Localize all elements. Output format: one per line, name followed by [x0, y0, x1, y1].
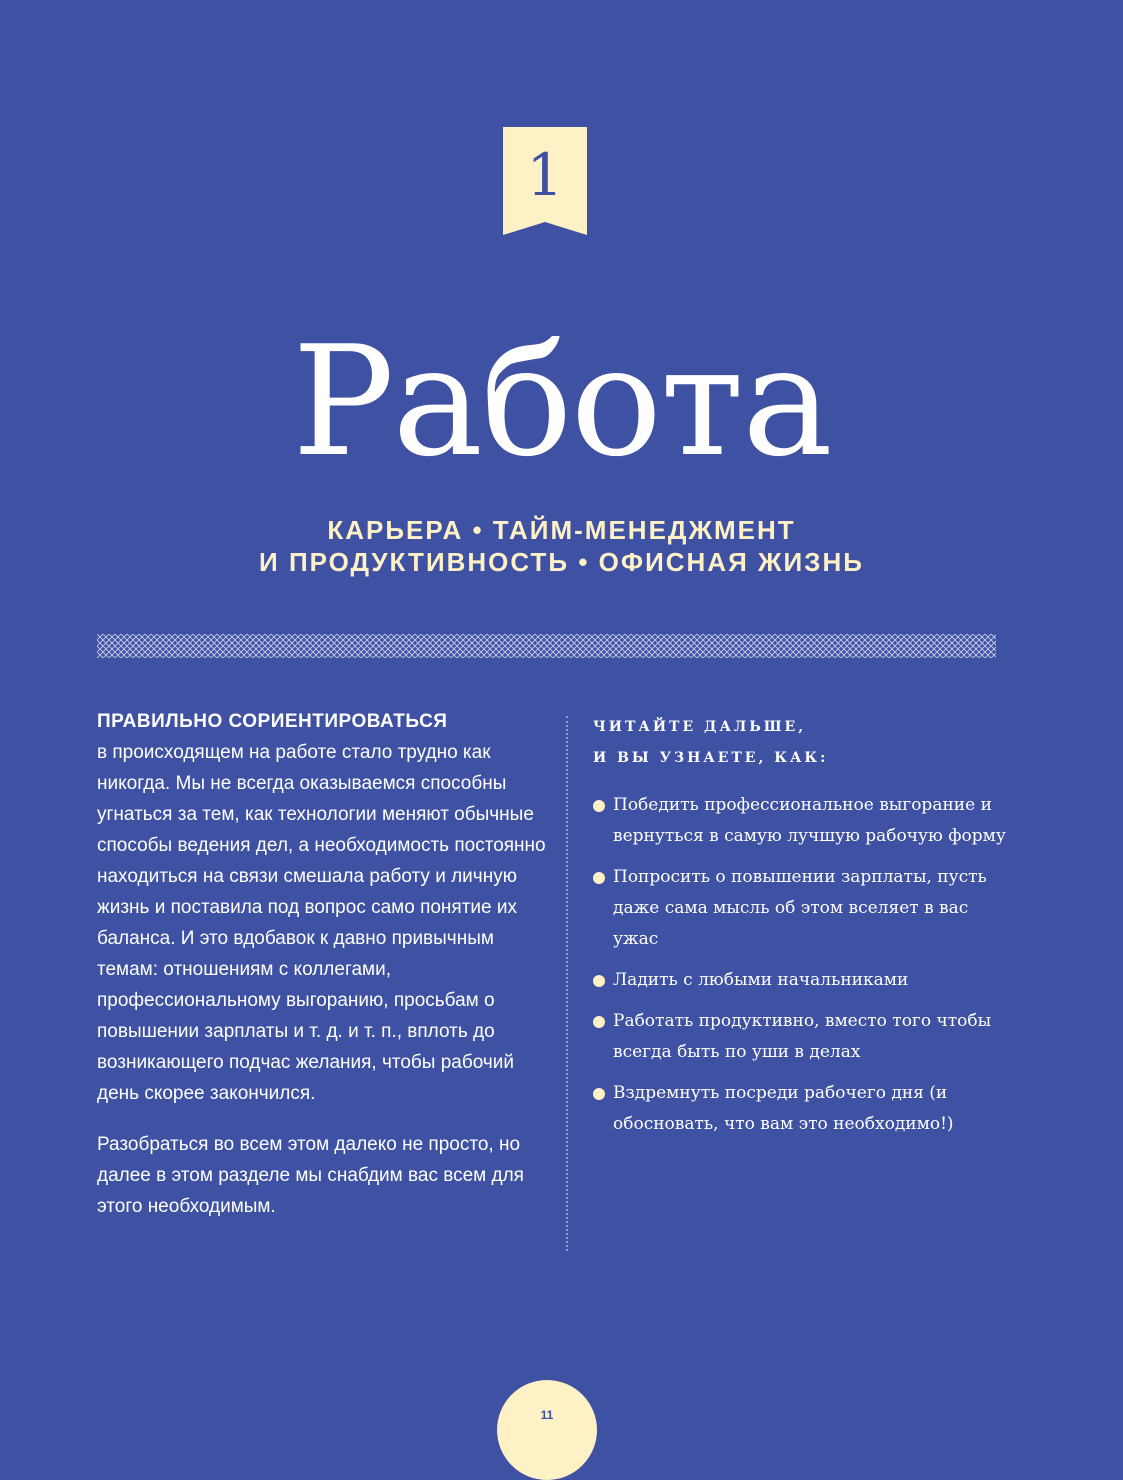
list-item	[593, 1006, 1013, 1068]
bullet-icon	[593, 1016, 605, 1028]
list-item-text: Попросить о повышении зарплаты, пусть даже сама мысль об этом вселяет в вас ужас	[613, 867, 987, 949]
bullet-icon	[593, 872, 605, 884]
page-number-circle	[497, 1380, 597, 1480]
intro-body: в происходящем на работе стало трудно как никогда. Мы не всегда оказываемся способны угнаться за тем, как технологии меняют обычные способы ведения дел, а необходимость постоянно находиться на связи смешала работу и личную жизнь и поставила под вопрос само понятие их баланса. И это вдобавок к давно привычным темам: отношениям с коллегами, профессиональному выгоранию, просьбам о повышении зарплаты и т. д. и т. п., вплоть до возникающего подчас желания, чтобы рабочий день скорее закончился.	[97, 742, 546, 1104]
intro-paragraph-2: Разобраться во всем этом далеко не просто, но далее в этом разделе мы снабдим вас всем для этого необходимым.	[97, 1134, 524, 1217]
intro-paragraph-1	[97, 706, 547, 1109]
list-item	[593, 1078, 1013, 1140]
read-more-heading	[593, 712, 1013, 774]
list-item-text: Победить профессиональное выгорание и вернуться в самую лучшую рабочую форму	[613, 795, 1006, 846]
crosshatch-divider	[97, 634, 996, 658]
bullet-icon	[593, 800, 605, 812]
chapter-ribbon	[503, 127, 587, 235]
chapter-number: 1	[526, 141, 564, 209]
read-more-box	[593, 712, 1013, 1150]
list-item	[593, 790, 1013, 852]
list-item-text: Вздремнуть посреди рабочего дня (и обосновать, что вам это необходимо!)	[613, 1083, 954, 1134]
list-item	[593, 862, 1013, 955]
section-topics	[0, 514, 1123, 578]
page-number: 11	[540, 1408, 554, 1422]
list-item-text: Работать продуктивно, вместо того чтобы всегда быть по уши в делах	[613, 1011, 992, 1062]
bullet-icon	[593, 1088, 605, 1100]
dotted-column-divider	[566, 716, 568, 1251]
intro-text	[97, 706, 547, 1222]
read-more-heading-line-1: ЧИТАЙТЕ ДАЛЬШЕ,	[593, 719, 807, 735]
read-more-list	[593, 790, 1013, 1140]
page-title: Работа	[292, 313, 831, 490]
read-more-heading-line-2: И ВЫ УЗНАЕТЕ, КАК:	[593, 750, 829, 766]
list-item-text: Ладить с любыми начальниками	[613, 970, 909, 990]
section-topics-line-1: КАРЬЕРА • ТАЙМ-МЕНЕДЖМЕНТ	[327, 515, 796, 545]
list-item	[593, 965, 1013, 996]
bullet-icon	[593, 975, 605, 987]
section-topics-line-2: И ПРОДУКТИВНОСТЬ • ОФИСНАЯ ЖИЗНЬ	[259, 547, 864, 577]
intro-lead: ПРАВИЛЬНО СОРИЕНТИРОВАТЬСЯ	[97, 711, 448, 732]
